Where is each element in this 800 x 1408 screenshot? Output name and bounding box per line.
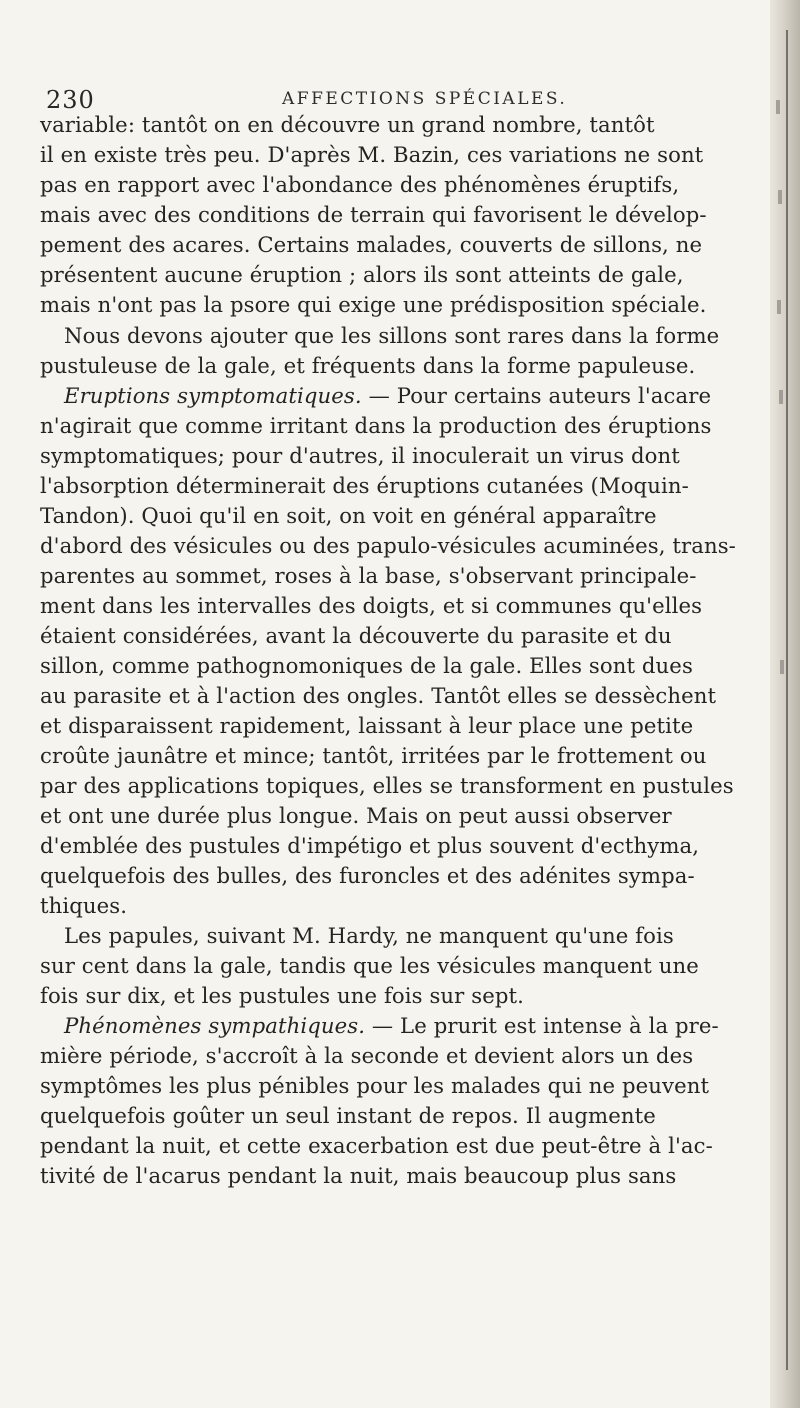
text-line: variable: tantôt on en découvre un grand nombre, tantôt [40,112,655,137]
text-line [64,381,711,411]
adjacent-page-edge [770,0,800,1408]
text-line: et ont une durée plus longue. Mais on peut aussi observer [40,803,672,828]
text-line: thiques. [40,893,128,918]
text-line: sur cent dans la gale, tandis que les vésicules manquent une [40,953,699,978]
text-line: Nous devons ajouter que les sillons sont rares dans la forme [64,323,720,348]
text-line: par des applications topiques, elles se transforment en pustules [40,773,734,798]
text-line: Les papules, suivant M. Hardy, ne manquent qu'une fois [64,923,674,948]
text-line: mais avec des conditions de terrain qui favorisent le dévelop- [40,202,707,227]
text-line: sillon, comme pathognomoniques de la gale. Elles sont dues [40,653,693,678]
text-line: symptômes les plus pénibles pour les malades qui ne peuvent [40,1073,710,1098]
page-gutter-line [786,30,788,1370]
text-line [64,1011,719,1041]
section-heading-phenomenes: Phénomènes sympathiques. [64,1013,366,1038]
text-line: symptomatiques; pour d'autres, il inoculerait un virus dont [40,443,680,468]
bleed-through-mark [778,190,782,204]
text-line: pendant la nuit, et cette exacerbation est due peut-être à l'ac- [40,1133,713,1158]
text-line: pustuleuse de la gale, et fréquents dans la forme papuleuse. [40,353,696,378]
text-line: étaient considérées, avant la découverte du parasite et du [40,623,672,648]
text-line: tivité de l'acarus pendant la nuit, mais beaucoup plus sans [40,1163,677,1188]
text-line: n'agirait que comme irritant dans la production des éruptions [40,413,712,438]
bleed-through-mark [779,390,783,404]
text-fragment: — Le prurit est intense à la pre- [365,1013,719,1038]
text-line: pement des acares. Certains malades, couverts de sillons, ne [40,232,703,257]
text-line: ment dans les intervalles des doigts, et si communes qu'elles [40,593,703,618]
text-line: présentent aucune éruption ; alors ils sont atteints de gale, [40,262,684,287]
text-line: au parasite et à l'action des ongles. Tantôt elles se dessèchent [40,683,717,708]
text-fragment: — Pour certains auteurs l'acare [361,383,712,408]
text-line: quelquefois goûter un seul instant de repos. Il augmente [40,1103,656,1128]
text-line: et disparaissent rapidement, laissant à leur place une petite [40,713,694,738]
running-head: AFFECTIONS SPÉCIALES. [282,89,568,109]
text-line: mière période, s'accroît à la seconde et devient alors un des [40,1043,694,1068]
text-line: fois sur dix, et les pustules une fois sur sept. [40,983,524,1008]
bleed-through-mark [777,300,781,314]
text-line: d'emblée des pustules d'impétigo et plus souvent d'ecthyma, [40,833,700,858]
text-line: mais n'ont pas la psore qui exige une prédisposition spéciale. [40,292,707,317]
text-line: parentes au sommet, roses à la base, s'observant principale- [40,563,697,588]
text-line: Tandon). Quoi qu'il en soit, on voit en général apparaître [40,503,657,528]
bleed-through-mark [776,100,780,114]
text-line: l'absorption déterminerait des éruptions cutanées (Moquin- [40,473,689,498]
text-line: quelquefois des bulles, des furoncles et des adénites sympa- [40,863,695,888]
section-heading-eruptions: Eruptions symptomatiques. [64,383,362,408]
text-line: pas en rapport avec l'abondance des phénomènes éruptifs, [40,172,680,197]
text-line: croûte jaunâtre et mince; tantôt, irritées par le frottement ou [40,743,707,768]
text-line: d'abord des vésicules ou des papulo-vésicules acuminées, trans- [40,533,736,558]
text-line: il en existe très peu. D'après M. Bazin, ces variations ne sont [40,142,704,167]
page-number: 230 [46,86,95,114]
bleed-through-mark [780,660,784,674]
